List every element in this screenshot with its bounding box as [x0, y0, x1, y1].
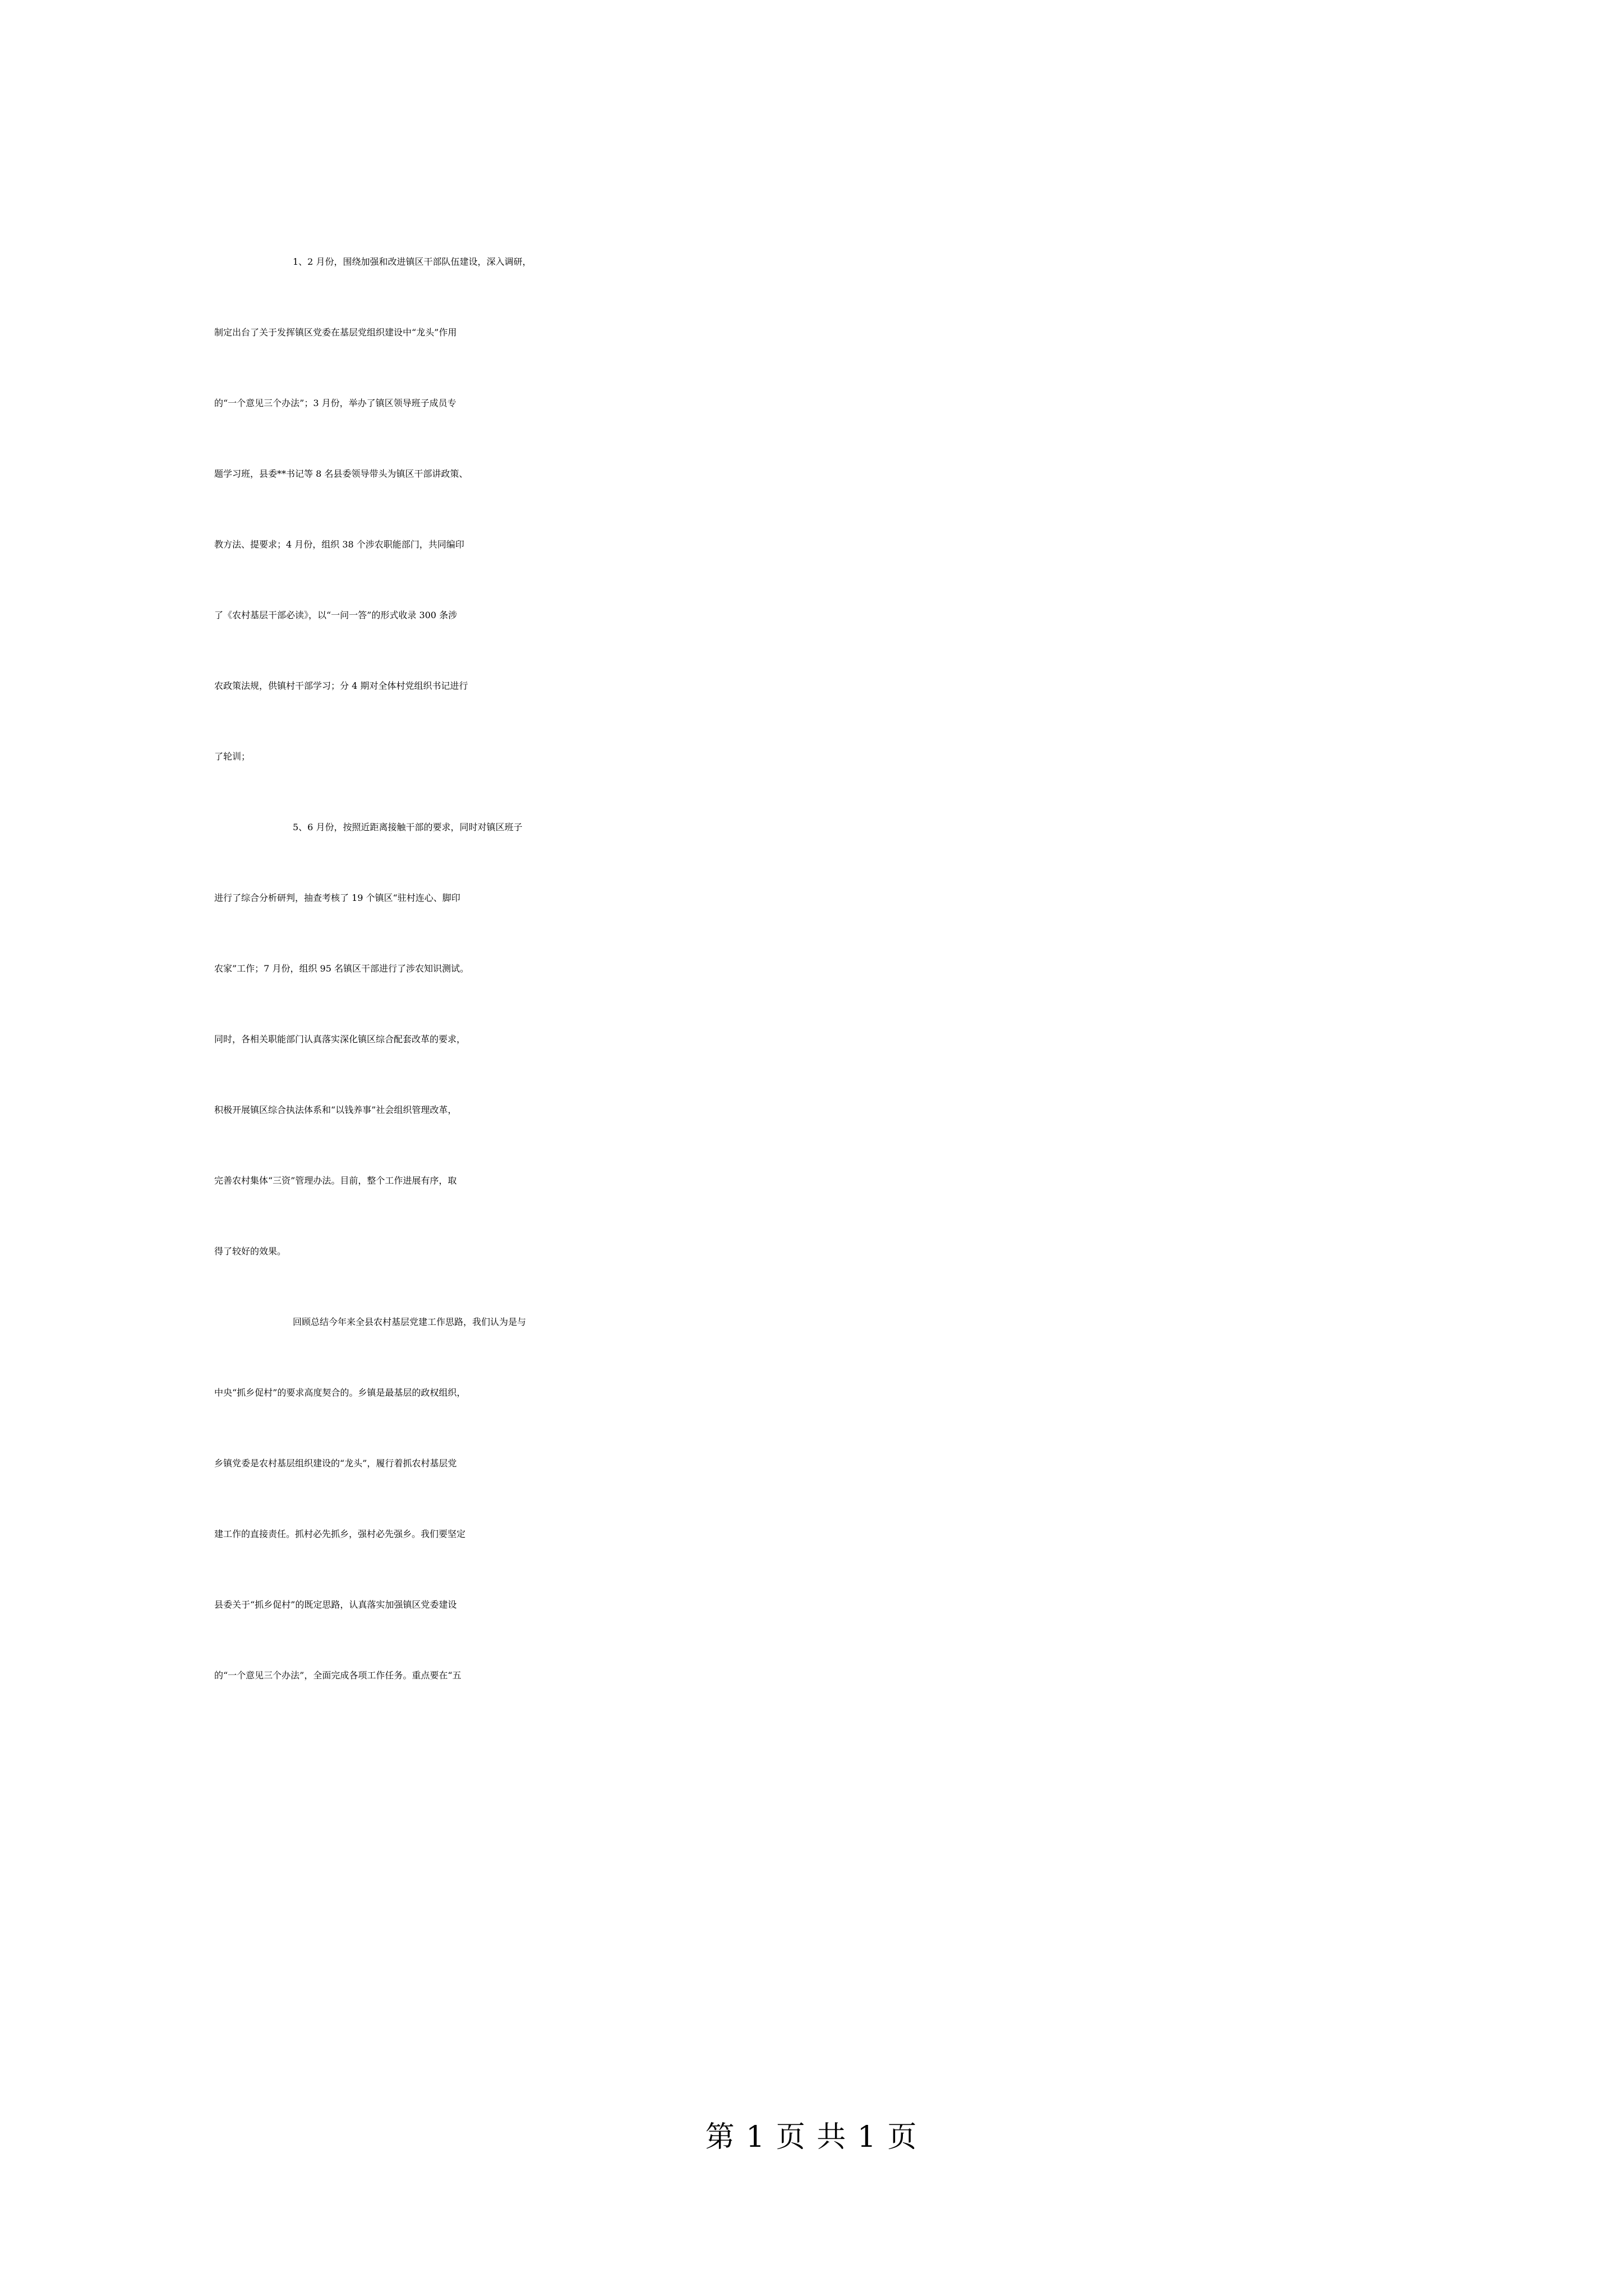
text-line: 得了较好的效果。: [214, 1246, 287, 1257]
text-line: 同时，各相关职能部门认真落实深化镇区综合配套改革的要求，: [214, 1034, 466, 1045]
text-line: 1、2 月份，围绕加强和改进镇区干部队伍建设，深入调研，: [293, 256, 532, 267]
text-line: 了《农村基层干部必读》，以“一问一答”的形式收录 300 条涉: [214, 610, 458, 620]
text-line: 教方法、提要求；4 月份，组织 38 个涉农职能部门，共同编印: [214, 539, 464, 550]
text-line: 乡镇党委是农村基层组织建设的“龙头”，履行着抓农村基层党: [214, 1458, 457, 1469]
paragraph-3: [214, 1315, 1420, 1739]
text-line: 了轮训；: [214, 751, 251, 762]
paragraph-1: [214, 255, 1420, 820]
text-line: 县委关于“抓乡促村”的既定思路，认真落实加强镇区党委建设: [214, 1599, 457, 1610]
text-line: 完善农村集体“三资”管理办法。目前，整个工作进展有序，取: [214, 1175, 457, 1186]
document-body: [214, 255, 1420, 1739]
text-line: 5、6 月份，按照近距离接触干部的要求，同时对镇区班子: [293, 822, 523, 832]
page-footer: [0, 2120, 1623, 2154]
page-number-label: 第 1 页 共 1 页: [705, 2120, 918, 2154]
text-line: 制定出台了关于发挥镇区党委在基层党组织建设中“龙头”作用: [214, 327, 457, 338]
text-line: 进行了综合分析研判，抽查考核了 19 个镇区“驻村连心、脚印: [214, 892, 460, 903]
text-line: 农家”工作；7 月份，组织 95 名镇区干部进行了涉农知识测试。: [214, 963, 469, 974]
text-line: 积极开展镇区综合执法体系和“以钱养事”社会组织管理改革，: [214, 1105, 457, 1115]
text-line: 农政策法规，供镇村干部学习；分 4 期对全体村党组织书记进行: [214, 680, 468, 691]
text-line: 回顾总结今年来全县农村基层党建工作思路，我们认为是与: [293, 1317, 527, 1327]
text-line: 建工作的直接责任。抓村必先抓乡，强村必先强乡。我们要坚定: [214, 1529, 466, 1539]
text-line: 的“一个意见三个办法”；3 月份，举办了镇区领导班子成员专: [214, 398, 457, 408]
paragraph-2: [214, 820, 1420, 1315]
text-line: 题学习班，县委**书记等 8 名县委领导带头为镇区干部讲政策、: [214, 468, 468, 479]
text-line: 的“一个意见三个办法”，全面完成各项工作任务。重点要在“五: [214, 1670, 462, 1681]
text-line: 中央“抓乡促村”的要求高度契合的。乡镇是最基层的政权组织，: [214, 1387, 466, 1398]
